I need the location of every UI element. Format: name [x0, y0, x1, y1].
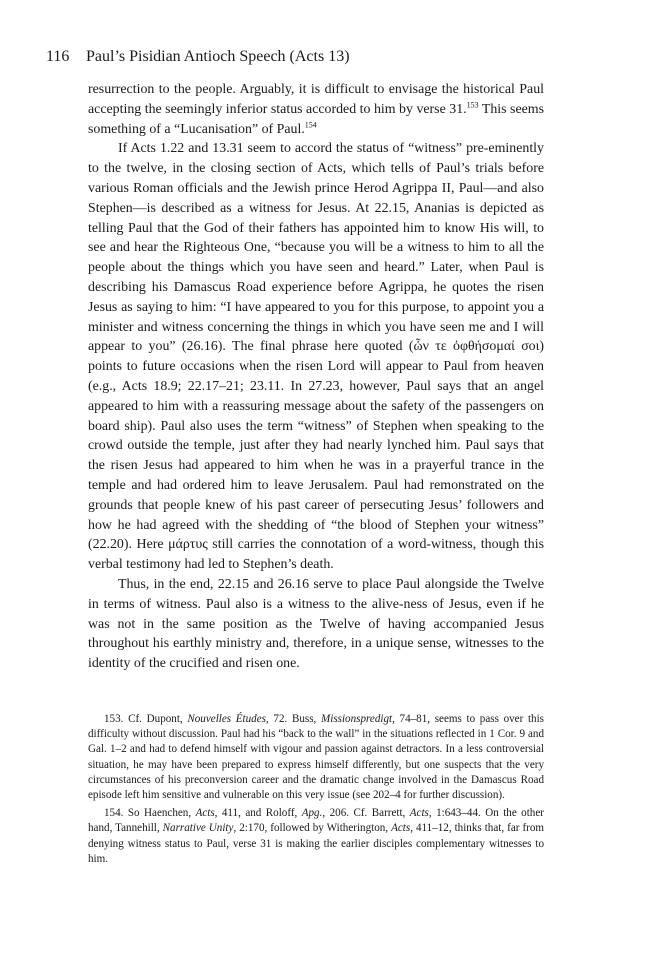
- text-run: , 411–12, thinks that, far from denying witness status to Paul, verse 31 is making the earlier disciples complementary witnesses to him.: [88, 822, 545, 865]
- paragraph-2: [88, 139, 544, 575]
- paragraph-1: [88, 80, 544, 139]
- footnote-number: 154.: [104, 807, 124, 820]
- text-run: still carries the connotation of a word-witness, though this verbal testimony had led to Stephen’s death.: [88, 537, 544, 573]
- text-run: , 2:170, followed by Witherington,: [233, 822, 392, 835]
- footnotes: [88, 712, 544, 870]
- text-run: ) points to future occasions when the risen Lord will appear to Paul from heaven (e.g., Acts 18.9; 22.17–21; 23.11. In 27.23, however, Paul says that an angel appeared to him with a reassuring message about the safety of the passengers on board ship). Paul also uses the term “witness” of Stephen when speaking to the crowd outside the temple, just after they had nearly lynched him. Paul says that the risen Jesus had appeared to him when he was in a prayerful trance in the temple and had ordered him to leave Jerusalem. Paul had remonstrated on the grounds that people knew of his past career of persecuting Jesus’ followers and how he had agreed with the shedding of “the blood of Stephen your witness” (22.20). Here: [88, 339, 545, 553]
- page-number: 116: [46, 48, 70, 65]
- footnote-153: [88, 712, 544, 803]
- citation-title: Missionspredigt: [321, 713, 393, 725]
- running-title: Paul’s Pisidian Antioch Speech (Acts 13): [86, 48, 350, 65]
- text-run: , 411, and Roloff,: [214, 807, 302, 820]
- text-run: Cf. Dupont,: [123, 713, 188, 725]
- text-run: resurrection to the people. Arguably, it is difficult to envisage the historical Paul accepting the seemingly inferior status accorded to him by verse 31.: [88, 82, 544, 117]
- greek-phrase: ὧν τε ὀφθήσομαί σοι: [413, 339, 540, 355]
- text-run: , 72. Buss,: [265, 713, 321, 725]
- citation-title: Nouvelles Études: [187, 713, 266, 725]
- running-header: [46, 48, 350, 66]
- main-text: [88, 80, 544, 674]
- citation-title: Acts: [391, 822, 411, 835]
- text-run: , 1:643–44. On the other hand, Tannehill,: [88, 807, 544, 835]
- footnote-ref-154[interactable]: 154: [304, 119, 317, 129]
- paragraph-3: Thus, in the end, 22.15 and 26.16 serve to place Paul alongside the Twelve in terms of witness. Paul also is a witness to the alive-ness of Jesus, even if he was not in the same position as the Twelve of having accompanied Jesus throughout his earthly ministry and, therefore, in a unique sense, witnesses to the identity of the crucified and risen one.: [88, 576, 544, 672]
- citation-title: Acts: [195, 807, 215, 820]
- text-run: , 74–81, seems to pass over this difficulty without discussion. Paul had his “back to the wall” in the situations reflected in 1 Cor. 9 and Gal. 1–2 and had to defend himself with vigour and passion against detractors. In a less controversial situation, he may have been prepared to express himself differently, but one suspects that the very circumstances of his preconversion career and the dramatic change involved in the Damascus Road episode left him sensitive and vulnerable on this very issue (see 202–4 for further discussion).: [88, 713, 544, 802]
- citation-title: Acts: [409, 807, 429, 820]
- citation-title: Narrative Unity: [162, 822, 234, 835]
- greek-word: μάρτυς: [168, 537, 208, 553]
- text-run: So Haenchen,: [123, 807, 196, 820]
- footnote-ref-153[interactable]: 153: [466, 100, 479, 110]
- citation-title: Apg.: [301, 807, 323, 820]
- text-run: This seems something of a “Lucanisation” of Paul.: [88, 101, 544, 137]
- footnote-number: 153.: [104, 713, 124, 725]
- footnote-154: [88, 806, 544, 867]
- text-run: If Acts 1.22 and 13.31 seem to accord the status of “witness” pre-eminently to the twelve, in the closing section of Acts, which tells of Paul’s trials before various Roman officials and the Jewish prince Herod Agrippa II, Paul—and also Stephen—is described as a witness for Jesus. At 22.15, Ananias is depicted as telling Paul that the God of their fathers has appointed him to know His will, to see and hear the Righteous One, “because you will be a witness to him to all the people about the things which you have seen and heard.” Later, when Paul is describing his Damascus Road experience before Agrippa, he quotes the risen Jesus as saying to him: “I have appeared to you for this purpose, to appoint you a minister and witness concerning the things in which you have seen me and I will appear to you” (26.16). The final phrase here quoted (: [88, 141, 544, 355]
- text-run: , 206. Cf. Barrett,: [322, 807, 410, 820]
